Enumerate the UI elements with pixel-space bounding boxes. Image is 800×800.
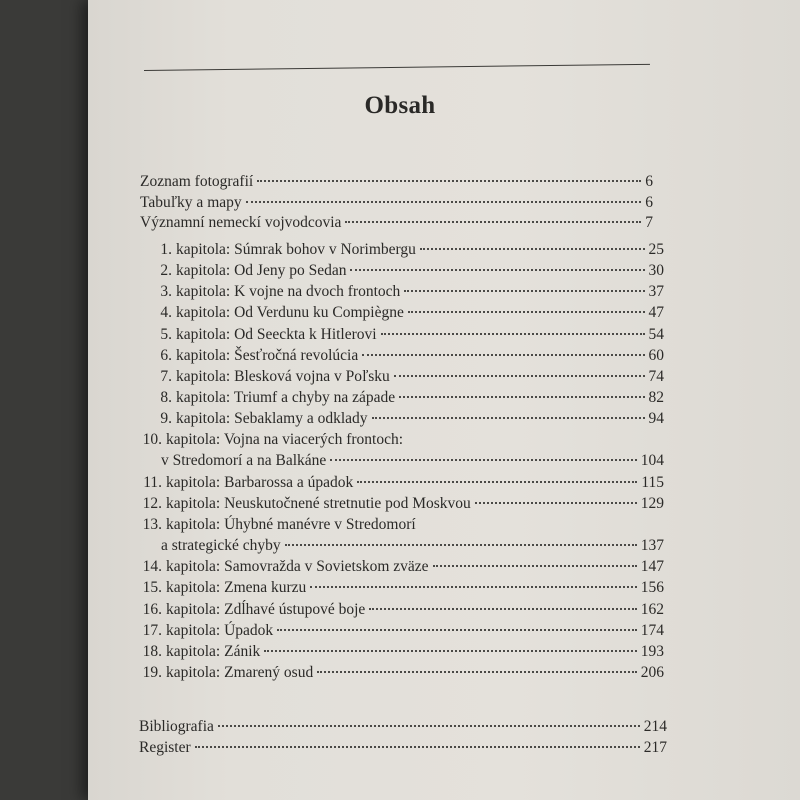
page-number: 47 (648, 304, 664, 321)
entry-label: kapitola: Zdĺhavé ústupové boje (166, 601, 366, 618)
entry-label: kapitola: Od Seeckta k Hitlerovi (176, 326, 377, 343)
dot-leader (195, 746, 640, 748)
chapter-number: 10. (142, 431, 162, 448)
dot-leader (404, 290, 644, 292)
toc-entry (148, 409, 664, 429)
entry-label: Register (139, 739, 191, 756)
page-number: 174 (640, 622, 664, 639)
toc-entry (148, 261, 664, 281)
dot-leader (264, 650, 636, 652)
toc-entry (138, 663, 664, 683)
dot-leader (420, 248, 645, 250)
entry-label: Bibliografia (139, 718, 214, 735)
dot-leader (330, 459, 636, 461)
entry-label: v Stredomorí a na Balkáne (161, 452, 327, 469)
entry-label: Tabuľky a mapy (140, 194, 242, 211)
toc-entry (148, 240, 664, 260)
chapter-number: 16. (142, 601, 162, 618)
entry-label: kapitola: Súmrak bohov v Norimbergu (176, 241, 416, 258)
dot-leader (381, 333, 645, 335)
entry-label: Významní nemeckí vojvodcovia (140, 214, 342, 231)
page-number: 60 (648, 347, 664, 364)
toc-entry (138, 494, 664, 514)
toc-entry (139, 738, 667, 758)
chapter-number: 14. (142, 558, 162, 575)
dot-leader (433, 565, 637, 567)
toc-entry (148, 367, 664, 387)
page-number: 137 (640, 537, 664, 554)
entry-label: Zoznam fotografií (140, 173, 254, 190)
page-number: 217 (643, 739, 667, 756)
toc-entry (138, 578, 664, 598)
chapter-number: 2. (160, 262, 172, 279)
dot-leader (345, 221, 641, 223)
entry-label: kapitola: Šesťročná revolúcia (176, 347, 359, 364)
chapter-number: 17. (142, 622, 162, 639)
page-number: 6 (645, 194, 653, 211)
dot-leader (399, 396, 644, 398)
entry-label: kapitola: Od Jeny po Sedan (176, 262, 347, 279)
entry-label: kapitola: Triumf a chyby na západe (176, 389, 396, 406)
dot-leader (277, 629, 637, 631)
entry-label: kapitola: Od Verdunu ku Compiègne (176, 304, 404, 321)
chapter-number: 13. (142, 516, 162, 533)
page-number: 206 (640, 664, 664, 681)
dot-leader (475, 502, 637, 504)
entry-label: kapitola: Úhybné manévre v Stredomorí (166, 516, 416, 533)
entry-label: kapitola: Sebaklamy a odklady (176, 410, 368, 427)
page-number: 74 (648, 368, 664, 385)
chapter-number: 15. (142, 579, 162, 596)
chapter-number: 5. (160, 326, 172, 343)
chapter-number: 3. (160, 283, 172, 300)
page-number: 25 (648, 241, 664, 258)
toc-entry (148, 282, 664, 302)
toc-entry (138, 473, 664, 493)
dot-leader (350, 269, 644, 271)
toc-entry (138, 557, 664, 577)
dot-leader (372, 417, 645, 419)
page-title: Obsah (364, 92, 436, 119)
chapter-number: 6. (160, 347, 172, 364)
entry-label: kapitola: Barbarossa a úpadok (166, 474, 354, 491)
page-number: 129 (640, 495, 664, 512)
toc-entry (148, 303, 664, 323)
entry-label: kapitola: Neuskutočnené stretnutie pod Moskvou (166, 495, 471, 512)
dot-leader (257, 180, 641, 182)
page-number: 214 (643, 718, 667, 735)
toc-entry (139, 717, 667, 737)
toc-entry (148, 388, 664, 408)
chapter-number: 7. (160, 368, 172, 385)
entry-label: kapitola: Vojna na viacerých frontoch: (166, 431, 404, 448)
toc-entry-continuation (161, 451, 664, 471)
page-number: 104 (640, 452, 664, 469)
entry-label: kapitola: Úpadok (166, 622, 274, 639)
toc-entry (140, 172, 653, 192)
entry-label: a strategické chyby (161, 537, 281, 554)
chapter-number: 9. (160, 410, 172, 427)
chapter-number: 4. (160, 304, 172, 321)
entry-label: kapitola: K vojne na dvoch frontoch (176, 283, 401, 300)
page-number: 94 (648, 410, 664, 427)
page-number: 193 (640, 643, 664, 660)
page-number: 30 (648, 262, 664, 279)
page-number: 7 (645, 214, 653, 231)
toc-entry (138, 600, 664, 620)
toc-entry (140, 213, 653, 233)
entry-label: kapitola: Zmarený osud (166, 664, 314, 681)
dot-leader (246, 201, 642, 203)
entry-label: kapitola: Zánik (166, 643, 261, 660)
chapter-number: 11. (143, 474, 162, 491)
page-number: 162 (640, 601, 664, 618)
page-number: 82 (648, 389, 664, 406)
dot-leader (285, 544, 637, 546)
toc-entry (148, 346, 664, 366)
page-number: 54 (648, 326, 664, 343)
toc-entry (138, 642, 664, 662)
chapter-number: 1. (160, 241, 172, 258)
toc-entry (140, 193, 653, 213)
toc-entry (148, 325, 664, 345)
chapter-number: 19. (142, 664, 162, 681)
dot-leader (394, 375, 645, 377)
page-number: 6 (645, 173, 653, 190)
dot-leader (357, 481, 637, 483)
dot-leader (310, 586, 636, 588)
toc-entry (138, 621, 664, 641)
page-number: 115 (641, 474, 664, 491)
dot-leader (317, 671, 637, 673)
chapter-number: 12. (142, 495, 162, 512)
chapter-number: 18. (142, 643, 162, 660)
dot-leader (369, 608, 636, 610)
page-number: 37 (648, 283, 664, 300)
dot-leader (408, 311, 645, 313)
dot-leader (218, 725, 640, 727)
page-number: 147 (640, 558, 664, 575)
page-number: 156 (640, 579, 664, 596)
dot-leader (362, 354, 644, 356)
chapter-number: 8. (160, 389, 172, 406)
toc-entry (138, 515, 660, 535)
entry-label: kapitola: Zmena kurzu (166, 579, 307, 596)
entry-label: kapitola: Blesková vojna v Poľsku (176, 368, 390, 385)
toc-entry-continuation (161, 536, 664, 556)
toc-entry (138, 430, 660, 450)
entry-label: kapitola: Samovražda v Sovietskom zväze (166, 558, 429, 575)
